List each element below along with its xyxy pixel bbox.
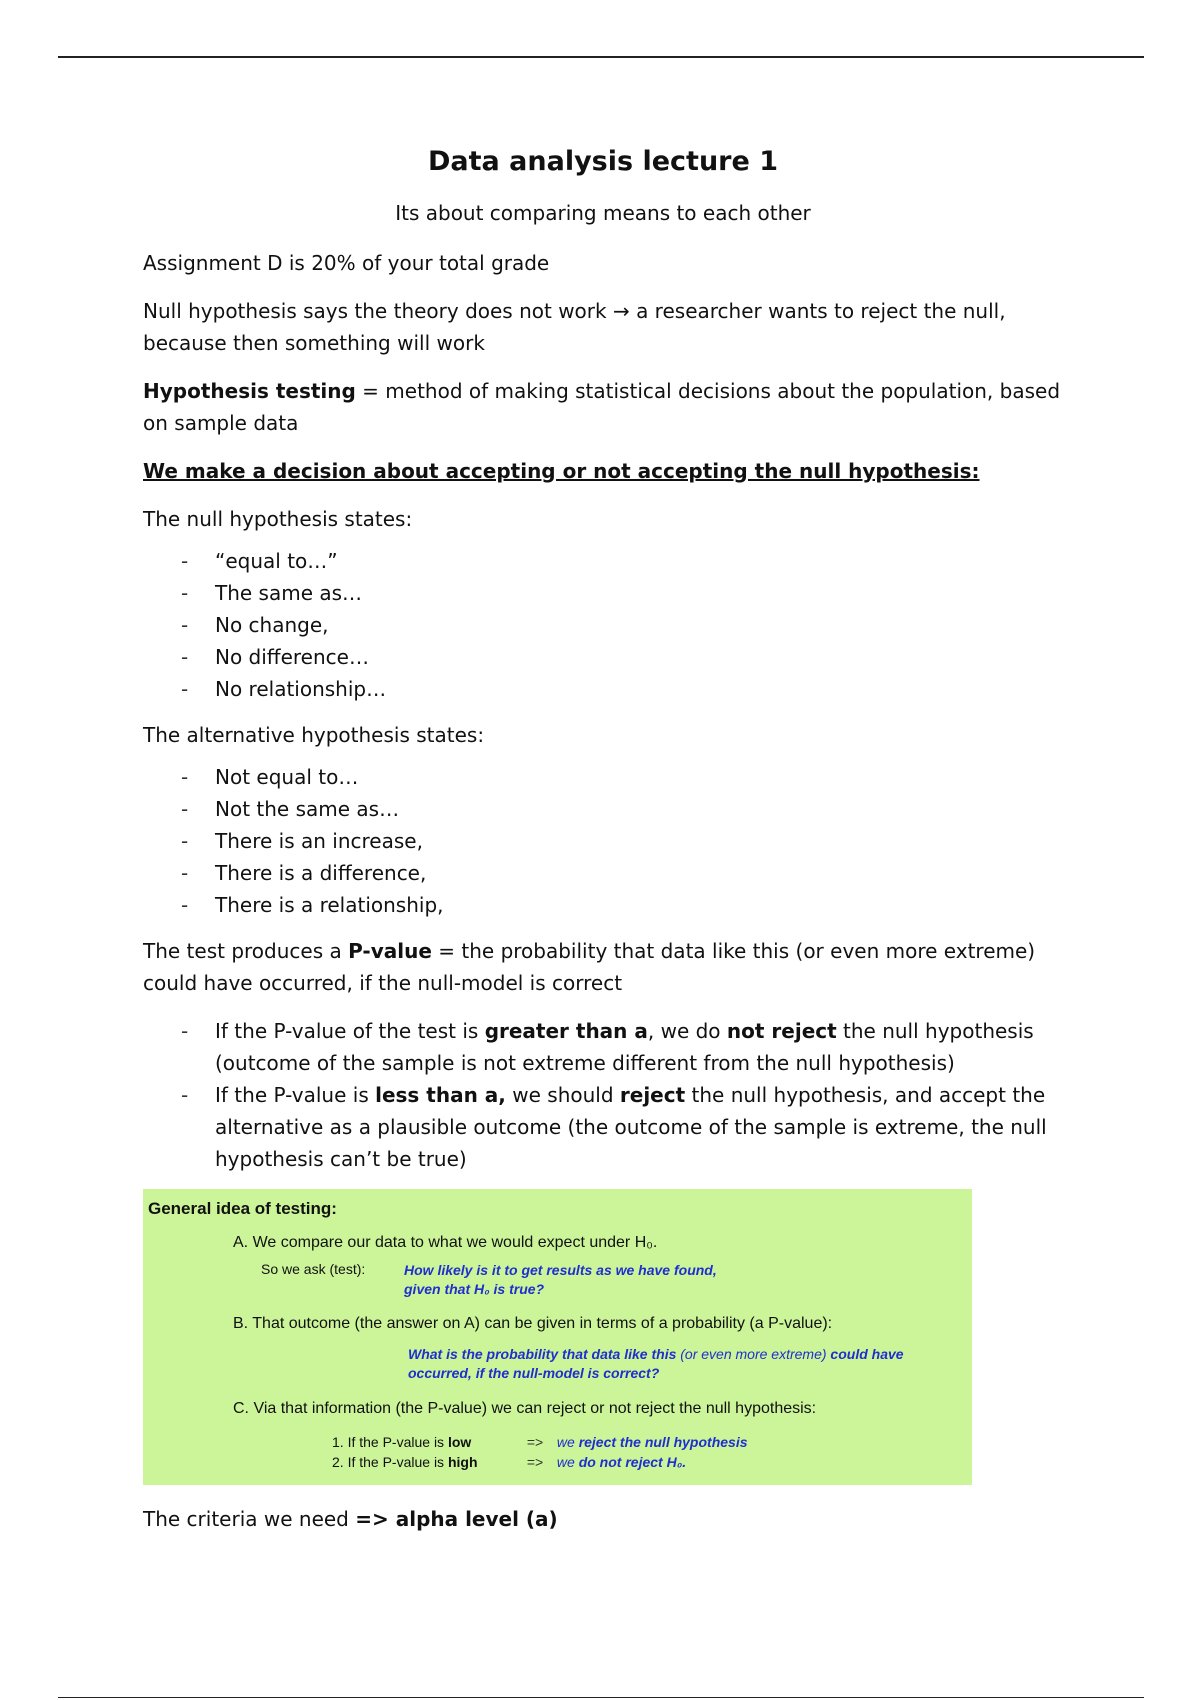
hypothesis-testing-definition: Hypothesis testing = method of making statistical decisions about the population, based on sample data: [143, 379, 1061, 435]
criteria-line: The criteria we need => alpha level (a): [143, 1507, 558, 1531]
alt-list: [143, 761, 1063, 921]
term-hypothesis-testing: Hypothesis testing: [143, 379, 356, 403]
box-title: General idea of testing:: [148, 1199, 337, 1218]
assignment-note: Assignment D is 20% of your total grade: [143, 251, 550, 275]
list-item: - If the P-value is less than a, we should reject the null hypothesis, and accept the alternative as a plausible outcome (the outcome of the sample is extreme, the null hypothesis can’t be true): [143, 1079, 1063, 1175]
pvalue-definition: The test produces a P-value = the probability that data like this (or even more extreme) could have occurred, if the null-model is correct: [143, 939, 1036, 995]
pvalue-rules: [143, 1015, 1063, 1175]
list-item: - Not the same as…: [143, 793, 1063, 825]
page-title: Data analysis lecture 1: [428, 146, 778, 177]
box-rule-high: 2. If the P-value is high => we do not reject H₀.: [332, 1454, 687, 1470]
list-item: - There is a difference,: [143, 857, 1063, 889]
list-item: - There is an increase,: [143, 825, 1063, 857]
null-list: [143, 545, 1063, 705]
null-intro: The null hypothesis states:: [143, 507, 413, 531]
list-item: - No difference…: [143, 641, 1063, 673]
list-item: - Not equal to…: [143, 761, 1063, 793]
list-item: - No change,: [143, 609, 1063, 641]
document-page: [143, 140, 1063, 1551]
box-question-2: What is the probability that data like this (or even more extreme) could have occurred, if the null-model is correct?: [408, 1346, 904, 1381]
general-idea-box: [143, 1189, 972, 1485]
bottom-rule: [58, 1697, 1144, 1698]
term-pvalue: P-value: [348, 939, 432, 963]
box-step-c: C. Via that information (the P-value) we can reject or not reject the null hypothesis:: [233, 1400, 817, 1417]
box-ask-label: So we ask (test):: [261, 1261, 366, 1277]
box-step-b: B. That outcome (the answer on A) can be given in terms of a probability (a P-value):: [233, 1315, 833, 1332]
list-item: - “equal to…”: [143, 545, 1063, 577]
list-item: - If the P-value of the test is greater than a, we do not reject the null hypothesis (outcome of the sample is not extreme different from the null hypothesis): [143, 1015, 1063, 1079]
list-item: - No relationship…: [143, 673, 1063, 705]
box-question-1: How likely is it to get results as we have found, given that H₀ is true?: [404, 1262, 717, 1297]
box-step-a: A. We compare our data to what we would expect under H₀.: [233, 1234, 658, 1251]
alpha-level: => alpha level (a): [355, 1507, 558, 1531]
page-subtitle: Its about comparing means to each other: [395, 201, 811, 225]
decision-heading: We make a decision about accepting or not accepting the null hypothesis:: [143, 459, 980, 483]
null-hypothesis-note: Null hypothesis says the theory does not work → a researcher wants to reject the null, because then something will work: [143, 299, 1006, 355]
list-item: - There is a relationship,: [143, 889, 1063, 921]
top-rule: [58, 56, 1144, 58]
box-rule-low: 1. If the P-value is low => we reject the null hypothesis: [332, 1434, 748, 1450]
alt-intro: The alternative hypothesis states:: [143, 723, 485, 747]
list-item: - The same as…: [143, 577, 1063, 609]
